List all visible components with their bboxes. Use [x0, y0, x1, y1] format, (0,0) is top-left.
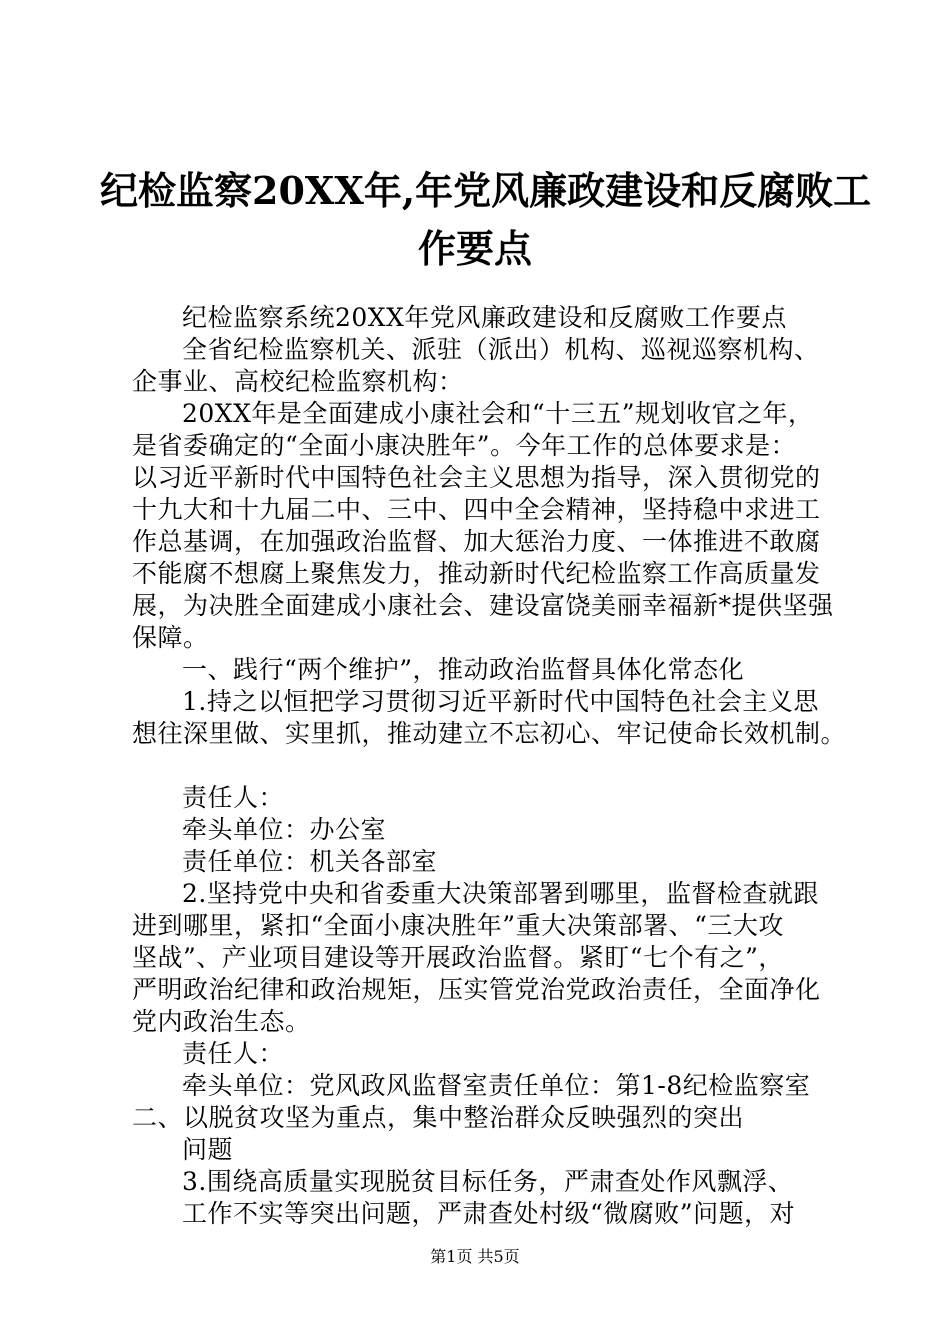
- body-line: 工作不实等突出问题，严肃查处村级“微腐败”问题，对: [182, 1199, 796, 1228]
- body-line: 坚战”、产业项目建设等开展政治监督。紧盯“七个有之”，: [132, 943, 784, 972]
- page-number-footer: 第1页 共5页: [430, 1247, 520, 1266]
- section-heading-2: 二、以脱贫攻坚为重点，集中整治群众反映强烈的突出: [132, 1103, 745, 1132]
- body-line: 20XX年是全面建成小康社会和“十三五”规划收官之年，: [182, 399, 814, 428]
- section-heading-1: 一、践行“两个维护”，推动政治监督具体化常态化: [182, 655, 745, 684]
- document-title-line-1: 纪检监察20XX年,年党风廉政建设和反腐败工: [100, 168, 872, 213]
- body-line: 不能腐不想腐上聚焦发力，推动新时代纪检监察工作高质量发: [132, 559, 821, 588]
- body-line: 严明政治纪律和政治规矩，压实管党治党政治责任，全面净化: [132, 975, 821, 1004]
- body-line: 是省委确定的“全面小康决胜年”。今年工作的总体要求是：: [132, 431, 797, 460]
- lead-unit-line: 牵头单位：办公室: [182, 815, 387, 844]
- body-line: 党内政治生态。: [132, 1007, 311, 1036]
- body-line: 想往深里做、实里抓，推动建立不忘初心、牢记使命长效机制。: [132, 719, 847, 748]
- body-line: 纪检监察系统20XX年党风廉政建设和反腐败工作要点: [182, 303, 787, 332]
- body-line: 十九大和十九届二中、三中、四中全会精神，坚持稳中求进工: [132, 495, 821, 524]
- body-line: 保障。: [132, 623, 209, 652]
- body-line: 企事业、高校纪检监察机构：: [132, 367, 464, 396]
- body-line: 以习近平新时代中国特色社会主义思想为指导，深入贯彻党的: [132, 463, 821, 492]
- body-line: 2.坚持党中央和省委重大决策部署到哪里，监督检查就跟: [182, 879, 819, 908]
- body-line: 全省纪检监察机关、派驻（派出）机构、巡视巡察机构、: [182, 335, 820, 364]
- lead-unit-line: 牵头单位：党风政风监督室责任单位：第1-8纪检监察室: [182, 1071, 811, 1100]
- section-heading-2-cont: 问题: [182, 1135, 234, 1164]
- body-line: 展，为决胜全面建成小康社会、建设富饶美丽幸福新*提供坚强: [132, 591, 834, 620]
- body-line: 进到哪里，紧扣“全面小康决胜年”重大决策部署、“三大攻: [132, 911, 784, 940]
- responsible-person-label: 责任人：: [182, 1039, 285, 1068]
- body-line: 作总基调，在加强政治监督、加大惩治力度、一体推进不敢腐: [132, 527, 821, 556]
- body-line: 1.持之以恒把学习贯彻习近平新时代中国特色社会主义思: [182, 687, 819, 716]
- responsible-person-label: 责任人：: [182, 783, 285, 812]
- responsible-unit-line: 责任单位：机关各部室: [182, 847, 438, 876]
- body-line: 3.围绕高质量实现脱贫目标任务，严肃查处作风飘浮、: [182, 1167, 794, 1196]
- document-title-line-2: 作要点: [417, 226, 532, 271]
